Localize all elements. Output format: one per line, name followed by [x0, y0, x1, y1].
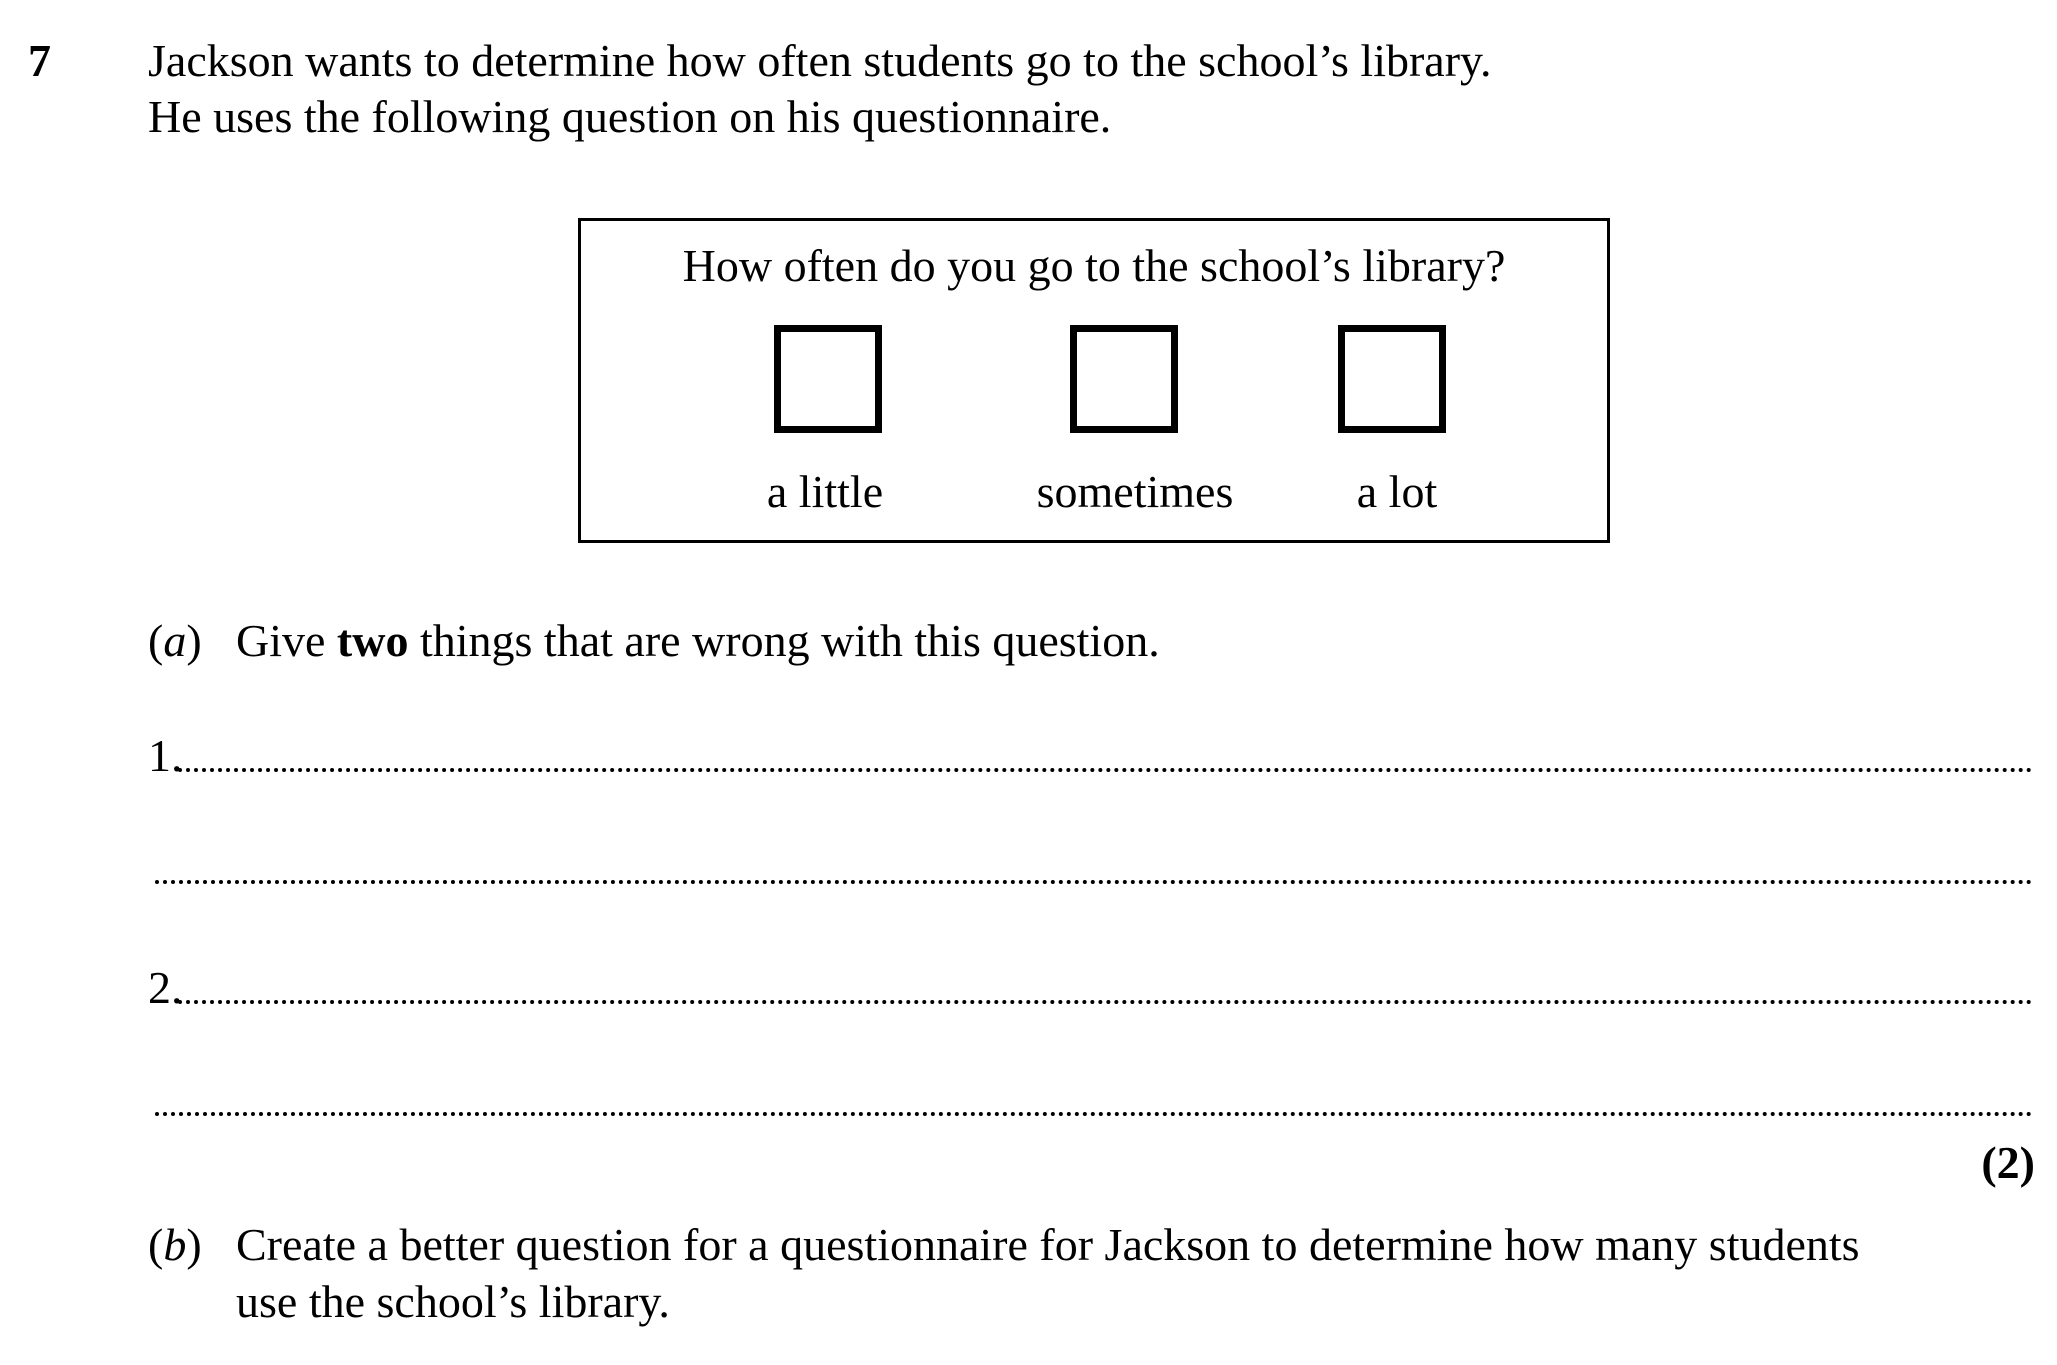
survey-question-text: How often do you go to the school’s library?	[682, 240, 1506, 291]
part-b-instruction-line-2: use the school’s library.	[236, 1276, 670, 1327]
option-label-a-little: a little	[766, 466, 884, 517]
answer-2-continuation-line[interactable]	[155, 1112, 2033, 1116]
option-label-sometimes: sometimes	[1036, 466, 1234, 517]
part-a-text-before: Give	[236, 615, 337, 666]
part-b-letter: b	[163, 1219, 187, 1270]
survey-question-box	[578, 218, 1610, 543]
checkbox-sometimes[interactable]	[1070, 325, 1178, 433]
part-a-instruction	[236, 615, 1160, 666]
part-a-text-bold: two	[336, 615, 409, 666]
answer-1-continuation-line[interactable]	[155, 880, 2033, 884]
question-intro-line-1: Jackson wants to determine how often students go to the school’s library.	[148, 35, 1492, 86]
option-label-a-lot: a lot	[1356, 466, 1438, 517]
part-b-marker	[148, 1219, 202, 1270]
part-a-marker	[148, 615, 202, 666]
part-b-paren-open: (	[148, 1219, 164, 1270]
part-b-paren-close: )	[186, 1219, 202, 1270]
answer-2-line[interactable]	[178, 1000, 2033, 1004]
checkbox-a-lot[interactable]	[1338, 325, 1446, 433]
part-b-instruction-line-1: Create a better question for a questionnaire for Jackson to determine how many students	[236, 1219, 1860, 1270]
question-number: 7	[28, 35, 51, 86]
part-a-paren-open: (	[148, 615, 164, 666]
part-a-text-after: things that are wrong with this question.	[408, 615, 1160, 666]
answer-1-number: 1.	[148, 730, 183, 781]
question-intro-line-2: He uses the following question on his questionnaire.	[148, 91, 1112, 142]
part-a-marks: (2)	[1981, 1137, 2035, 1188]
part-a-letter: a	[163, 615, 187, 666]
answer-1-line[interactable]	[178, 768, 2033, 772]
checkbox-a-little[interactable]	[774, 325, 882, 433]
answer-2-number: 2.	[148, 962, 183, 1013]
part-a-paren-close: )	[186, 615, 202, 666]
